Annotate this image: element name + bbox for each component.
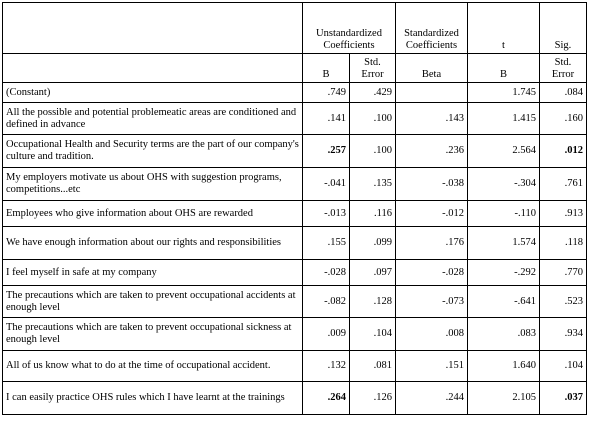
std-error-value: .116 (350, 201, 396, 227)
predictor-label: All of us know what to do at the time of occupational accident. (3, 351, 303, 382)
b-value: -.082 (303, 286, 350, 318)
t-value: -.292 (468, 260, 540, 286)
predictor-label: All the possible and potential problemeatic areas are conditioned and defined in advance (3, 103, 303, 135)
subheader-t: B (468, 54, 540, 83)
beta-value: -.028 (396, 260, 468, 286)
beta-value: .244 (396, 382, 468, 415)
table-row (3, 168, 587, 201)
sig-value: .761 (540, 168, 587, 201)
std-error-value: .429 (350, 83, 396, 103)
std-error-value: .126 (350, 382, 396, 415)
t-value: 1.415 (468, 103, 540, 135)
predictor-label: I feel myself in safe at my company (3, 260, 303, 286)
predictor-label: I can easily practice OHS rules which I have learnt at the trainings (3, 382, 303, 415)
std-error-value: .100 (350, 135, 396, 168)
t-value: -.110 (468, 201, 540, 227)
beta-value: .236 (396, 135, 468, 168)
t-value: 2.105 (468, 382, 540, 415)
predictor-label: The precautions which are taken to prevent occupational accidents at enough level (3, 286, 303, 318)
beta-value: .176 (396, 227, 468, 260)
sig-value: .770 (540, 260, 587, 286)
std-error-value: .128 (350, 286, 396, 318)
header-blank (3, 3, 303, 54)
b-value: .749 (303, 83, 350, 103)
sig-value: .523 (540, 286, 587, 318)
header-row-2 (3, 54, 587, 83)
header-standardized: Standardized Coefficients (396, 3, 468, 54)
table-row (3, 135, 587, 168)
predictor-label: We have enough information about our rights and responsibilities (3, 227, 303, 260)
std-error-value: .100 (350, 103, 396, 135)
sig-value: .037 (540, 382, 587, 415)
b-value: -.028 (303, 260, 350, 286)
t-value: 1.640 (468, 351, 540, 382)
beta-value: -.038 (396, 168, 468, 201)
predictor-label: (Constant) (3, 83, 303, 103)
t-value: .083 (468, 318, 540, 351)
header-row-1 (3, 3, 587, 54)
subheader-b: B (303, 54, 350, 83)
table-row (3, 318, 587, 351)
beta-value: .151 (396, 351, 468, 382)
t-value: 1.745 (468, 83, 540, 103)
std-error-value: .097 (350, 260, 396, 286)
b-value: -.041 (303, 168, 350, 201)
table-row (3, 201, 587, 227)
sig-value: .913 (540, 201, 587, 227)
std-error-value: .135 (350, 168, 396, 201)
predictor-label: Occupational Health and Security terms are the part of our company's culture and tradition. (3, 135, 303, 168)
std-error-value: .081 (350, 351, 396, 382)
sig-value: .012 (540, 135, 587, 168)
sig-value: .118 (540, 227, 587, 260)
sig-value: .084 (540, 83, 587, 103)
predictor-label: Employees who give information about OHS are rewarded (3, 201, 303, 227)
b-value: .009 (303, 318, 350, 351)
subheader-std-error: Std. Error (350, 54, 396, 83)
table-row (3, 286, 587, 318)
b-value: .132 (303, 351, 350, 382)
t-value: 2.564 (468, 135, 540, 168)
std-error-value: .099 (350, 227, 396, 260)
std-error-value: .104 (350, 318, 396, 351)
table-row (3, 260, 587, 286)
subheader-beta: Beta (396, 54, 468, 83)
t-value: -.304 (468, 168, 540, 201)
table-row (3, 103, 587, 135)
b-value: .155 (303, 227, 350, 260)
predictor-label: The precautions which are taken to prevent occupational sickness at enough level (3, 318, 303, 351)
subheader-blank (3, 54, 303, 83)
header-unstandardized: Unstandardized Coefficients (303, 3, 396, 54)
table-row (3, 227, 587, 260)
table-row (3, 83, 587, 103)
regression-table-body (3, 3, 587, 415)
t-value: -.641 (468, 286, 540, 318)
t-value: 1.574 (468, 227, 540, 260)
header-t: t (468, 3, 540, 54)
header-sig: Sig. (540, 3, 587, 54)
beta-value: -.012 (396, 201, 468, 227)
regression-table (2, 2, 587, 415)
table-row (3, 382, 587, 415)
table-row (3, 351, 587, 382)
sig-value: .104 (540, 351, 587, 382)
predictor-label: My employers motivate us about OHS with suggestion programs, competitions...etc (3, 168, 303, 201)
beta-value: .143 (396, 103, 468, 135)
subheader-sig: Std. Error (540, 54, 587, 83)
b-value: .264 (303, 382, 350, 415)
sig-value: .160 (540, 103, 587, 135)
beta-value (396, 83, 468, 103)
b-value: .141 (303, 103, 350, 135)
sig-value: .934 (540, 318, 587, 351)
beta-value: .008 (396, 318, 468, 351)
beta-value: -.073 (396, 286, 468, 318)
b-value: -.013 (303, 201, 350, 227)
b-value: .257 (303, 135, 350, 168)
